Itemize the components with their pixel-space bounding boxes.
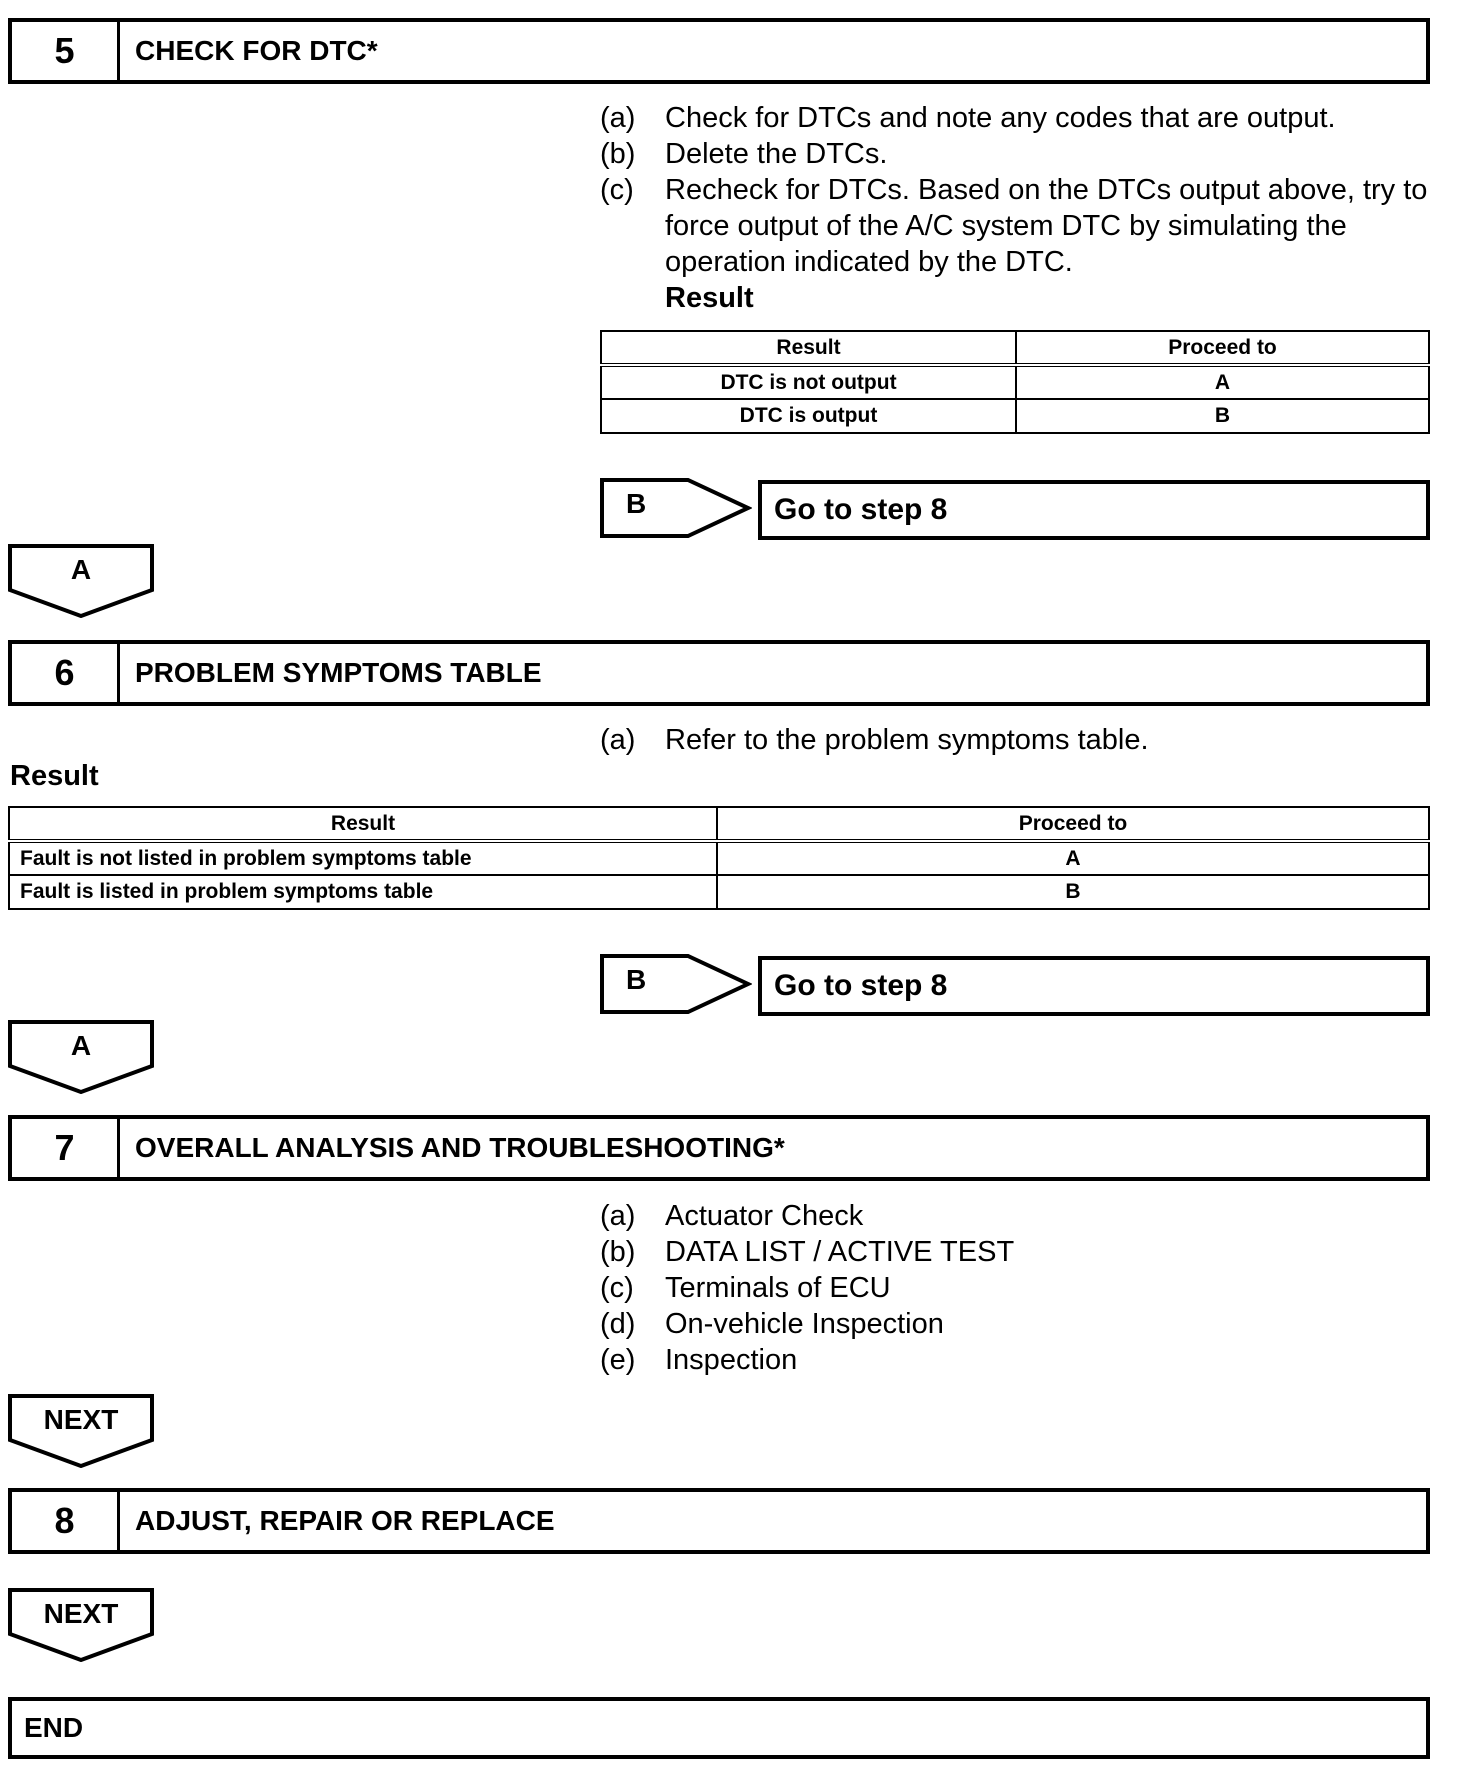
instruction-item: (a) Actuator Check <box>600 1200 864 1232</box>
step-6-header <box>8 640 1430 706</box>
instruction-item: (e) Inspection <box>600 1344 798 1376</box>
end-box: END <box>8 1697 1430 1759</box>
right-arrow-icon <box>600 954 752 1014</box>
table-header-row <box>9 807 1429 841</box>
step-5-instructions <box>600 100 1435 280</box>
table-header: Result <box>9 807 717 841</box>
continue-next-arrow: NEXT <box>8 1588 154 1662</box>
step-title: CHECK FOR DTC* <box>135 35 378 66</box>
instruction-item: (a) Refer to the problem symptoms table. <box>600 724 1149 756</box>
step-7-header <box>8 1115 1430 1181</box>
step-8-header <box>8 1488 1430 1554</box>
table-cell: DTC is not output <box>601 365 1016 399</box>
right-arrow-icon <box>600 478 752 538</box>
table-cell: B <box>1016 399 1429 433</box>
step-title: ADJUST, REPAIR OR REPLACE <box>135 1505 555 1536</box>
table-cell: Fault is not listed in problem symptoms table <box>9 841 717 875</box>
result-label: Result <box>10 760 99 792</box>
branch-b-arrow: B <box>600 478 750 538</box>
table-cell: A <box>717 841 1429 875</box>
instruction-item: (b) DATA LIST / ACTIVE TEST <box>600 1236 1015 1268</box>
table-header: Proceed to <box>717 807 1429 841</box>
result-label: Result <box>665 282 754 314</box>
table-row <box>601 365 1429 399</box>
table-cell: Fault is listed in problem symptoms table <box>9 875 717 909</box>
step-number: 6 <box>12 644 120 702</box>
continue-a-arrow: A <box>8 1020 154 1094</box>
table-header: Result <box>601 331 1016 365</box>
table-header: Proceed to <box>1016 331 1429 365</box>
instruction-item: (b) Delete the DTCs. <box>600 138 888 170</box>
step-5-result-table <box>600 330 1430 434</box>
table-row <box>601 399 1429 433</box>
step-5-header <box>8 18 1430 84</box>
table-header-row <box>601 331 1429 365</box>
table-cell: DTC is output <box>601 399 1016 433</box>
step-title: PROBLEM SYMPTOMS TABLE <box>135 657 542 688</box>
step-6-instructions <box>600 722 1435 758</box>
continue-a-arrow: A <box>8 544 154 618</box>
goto-step-box: Go to step 8 <box>758 956 1430 1016</box>
table-cell: A <box>1016 365 1429 399</box>
continue-next-arrow: NEXT <box>8 1394 154 1468</box>
table-row <box>9 875 1429 909</box>
step-title: OVERALL ANALYSIS AND TROUBLESHOOTING* <box>135 1132 785 1163</box>
step-6-result-table <box>8 806 1430 910</box>
instruction-item: (a) Check for DTCs and note any codes that are output. <box>600 102 1336 134</box>
instruction-item: (d) On-vehicle Inspection <box>600 1308 944 1340</box>
table-row <box>9 841 1429 875</box>
step-number: 8 <box>12 1492 120 1550</box>
instruction-item: (c) Terminals of ECU <box>600 1272 891 1304</box>
branch-b-arrow: B <box>600 954 750 1014</box>
instruction-item: (c) Recheck for DTCs. Based on the DTCs output above, try to force output of the A/C system DTC by simulating the operation indicated by the DTC. <box>600 174 1428 278</box>
table-cell: B <box>717 875 1429 909</box>
goto-step-box: Go to step 8 <box>758 480 1430 540</box>
step-number: 7 <box>12 1119 120 1177</box>
step-7-instructions <box>600 1198 1435 1378</box>
step-number: 5 <box>12 22 120 80</box>
